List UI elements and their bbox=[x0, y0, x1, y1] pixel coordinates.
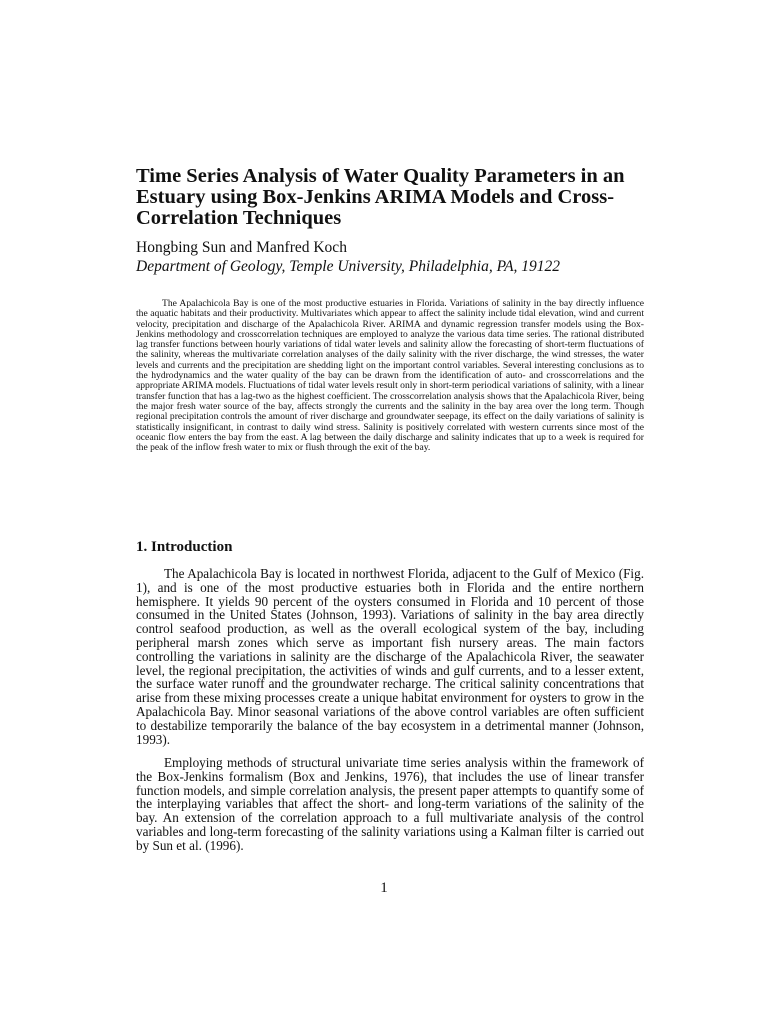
author-list: Hongbing Sun and Manfred Koch bbox=[136, 239, 347, 256]
author-affiliation: Department of Geology, Temple University, Philadelphia, PA, 19122 bbox=[136, 258, 561, 275]
section-heading-introduction: 1. Introduction bbox=[136, 539, 233, 555]
paper-title: Time Series Analysis of Water Quality Parameters in an Estuary using Box-Jenkins ARIMA Models and Cross-Correlation Techniques bbox=[136, 165, 625, 229]
page-number: 1 bbox=[380, 880, 388, 896]
abstract-paragraph: The Apalachicola Bay is one of the most productive estuaries in Florida. Variations of salinity in the bay directly influence the aquatic habitats and their productivity. Multivariates which appear to affect the salinity include tidal elevation, wind and current velocity, precipitation and discharge of the Apalachicola River. ARIMA and dynamic regression transfer models using the Box-Jenkins methodology and crosscorrelation techniques are employed to analyze the various data time series. The rational distributed lag transfer functions between hourly variations of tidal water levels and salinity allow the forecasting of short-term fluctuations of the salinity, whereas the multivariate correlation analyses of the daily salinity with the river discharge, the wind stresses, the water levels and currents and the precipitation are shedding light on the important control variables. Several interesting conclusions as to the hydrodynamics and the water quality of the bay can be drawn from the identification of auto- and crosscorrelations and the appropriate ARIMA models. Fluctuations of tidal water levels result only in short-term periodical variations of salinity, with a linear transfer function that has a lag-two as the highest coefficient. The crosscorrelation analysis shows that the Apalachicola River, being the major fresh water source of the bay, affects strongly the currents and the salinity in the bay area over the long term. Though regional precipitation controls the amount of river discharge and groundwater seepage, its effect on the daily variations of salinity is statistically insignificant, in contrast to daily wind stress. Salinity is positively correlated with western currents since most of the oceanic flow enters the bay from the east. A lag between the daily discharge and salinity indicates that up to a week is required for the peak of the inflow fresh water to mix or flush through the exit of the bay. bbox=[136, 298, 644, 454]
body-paragraph: The Apalachicola Bay is located in northwest Florida, adjacent to the Gulf of Mexico (Fig. 1), and is one of the most productive estuaries both in Florida and the entire northern hemisphere. It yields 90 percent of the oysters consumed in Florida and 10 percent of those consumed in the United States (Johnson, 1993). Variations of salinity in the bay area directly control seafood production, as well as the overall ecological system of the bay, including peripheral marsh zones which serve as important fish nursery areas. The main factors controlling the variations in salinity are the discharge of the Apalachicola River, the seawater level, the regional precipitation, the activities of winds and gulf currents, and to a lesser extent, the surface water runoff and the groundwater recharge. The critical salinity concentrations that arise from these mixing processes create a unique habitat environment for oysters to grow in the Apalachicola Bay. Minor seasonal variations of the above control variables are often sufficient to destabilize temporarily the balance of the bay ecosystem in a detrimental manner (Johnson, 1993). bbox=[136, 566, 644, 747]
body-paragraph: Employing methods of structural univariate time series analysis within the framework of the Box-Jenkins formalism (Box and Jenkins, 1976), that includes the use of linear transfer function models, and simple correlation analysis, the present paper attempts to quantify some of the interplaying variables that affect the short- and long-term variations of the salinity of the bay. An extension of the correlation approach to a full multivariate analysis of the control variables and long-term forecasting of the salinity variations using a Kalman filter is carried out by Sun et al. (1996). bbox=[136, 755, 644, 853]
